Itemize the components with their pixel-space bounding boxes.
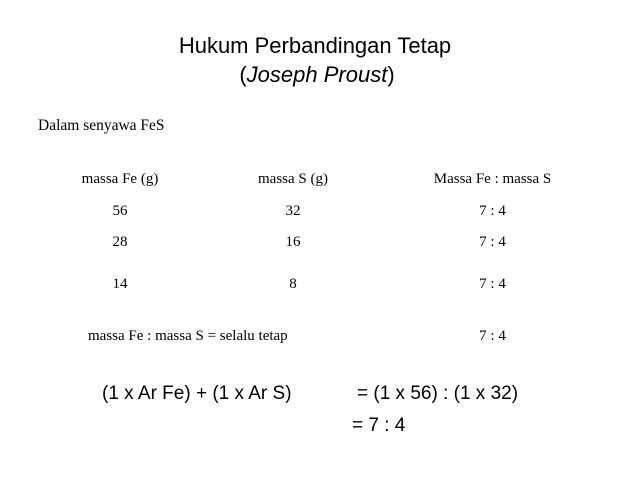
slide-title: Hukum Perbandingan Tetap bbox=[178, 33, 452, 58]
title-open-paren: ( bbox=[239, 62, 247, 87]
table-header-mass-fe: massa Fe (g) bbox=[81, 171, 159, 187]
title-close-paren: ) bbox=[387, 62, 395, 87]
table-header-mass-s: massa S (g) bbox=[258, 171, 328, 187]
compound-intro: Dalam senyawa FeS bbox=[38, 117, 165, 134]
table-header-ratio: Massa Fe : massa S bbox=[433, 171, 552, 187]
table-cell-ratio: 7 : 4 bbox=[479, 203, 506, 219]
table-cell-ratio: 7 : 4 bbox=[479, 276, 506, 292]
table-cell-mass-s: 32 bbox=[285, 203, 301, 219]
calculation-expression: (1 x Ar Fe) + (1 x Ar S) bbox=[102, 383, 292, 404]
calculation-result: = 7 : 4 bbox=[352, 415, 406, 436]
title-scientist-name: Joseph Proust bbox=[246, 62, 388, 87]
slide-title-subline bbox=[0, 62, 636, 88]
table-cell-mass-fe: 56 bbox=[112, 203, 128, 219]
summary-label: massa Fe : massa S = selalu tetap bbox=[88, 328, 288, 344]
table-cell-mass-s: 8 bbox=[289, 276, 297, 292]
summary-ratio: 7 : 4 bbox=[479, 328, 506, 344]
table-cell-mass-fe: 14 bbox=[112, 276, 128, 292]
calculation-substitution: = (1 x 56) : (1 x 32) bbox=[357, 383, 519, 404]
table-cell-mass-s: 16 bbox=[285, 234, 301, 250]
table-cell-ratio: 7 : 4 bbox=[479, 234, 506, 250]
table-cell-mass-fe: 28 bbox=[112, 234, 128, 250]
